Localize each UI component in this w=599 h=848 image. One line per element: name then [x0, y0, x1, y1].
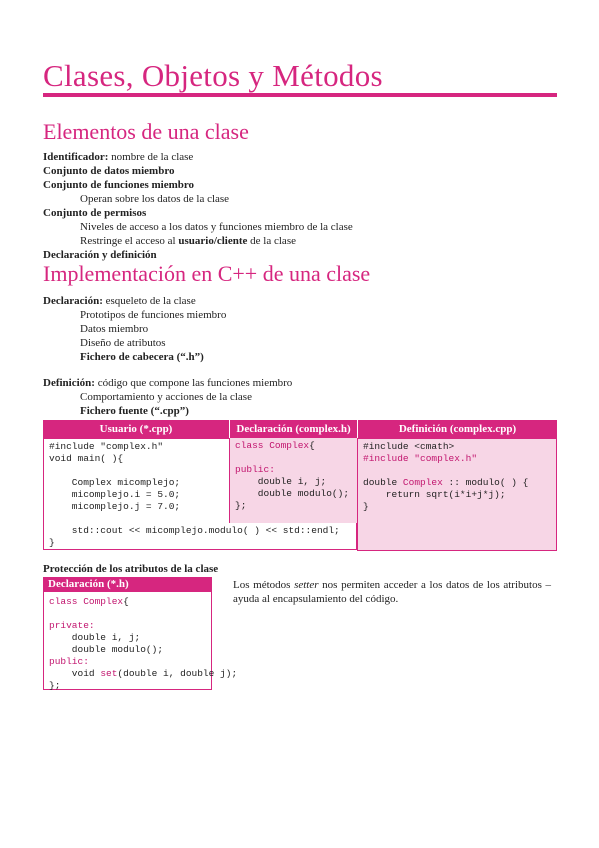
- code-line: [235, 452, 352, 464]
- code-void: void: [49, 668, 101, 679]
- label-funciones: Conjunto de funciones miembro: [43, 179, 195, 191]
- para-setter: setter: [294, 579, 319, 591]
- code-line: [363, 477, 551, 489]
- line-decl-sub2: Datos miembro: [80, 323, 149, 335]
- code-line: [49, 608, 206, 620]
- declaracion-box-header: Declaración (*.h): [43, 577, 212, 592]
- setter-paragraph: [233, 578, 551, 606]
- line-definicion: [43, 376, 292, 390]
- line-def-sub2: [43, 404, 292, 418]
- code-line: double i, j;: [49, 632, 141, 643]
- code-brace: {: [309, 440, 315, 451]
- page-title: Clases, Objetos y Métodos: [43, 58, 383, 93]
- code-line: double i, j;: [235, 476, 327, 487]
- code-line: double modulo();: [49, 644, 164, 655]
- keyword-public: public:: [49, 656, 89, 667]
- declaracion-box-code: [43, 592, 238, 691]
- para-post: nos permiten acceder a los datos de los atributos – ayuda al encapsulamiento del código.: [233, 579, 551, 605]
- code-line: };: [49, 680, 61, 691]
- label-declaracion: Declaración:: [43, 295, 103, 307]
- code-modulo: :: modulo( ) {: [442, 477, 529, 488]
- code-line: [363, 465, 551, 477]
- line-declaracion: [43, 294, 226, 308]
- line-funciones-sub: Operan sobre los datos de la clase: [80, 193, 230, 205]
- code-params: (double i, double j);: [117, 668, 238, 679]
- text-identificador: nombre de la clase: [108, 151, 194, 163]
- label-definicion: Definición:: [43, 377, 95, 389]
- code-line: micomplejo.i = 5.0;: [49, 489, 181, 500]
- code-line: #include "complex.h": [49, 441, 164, 452]
- table-header-usuario: Usuario (*.cpp): [43, 420, 229, 438]
- line-identificador: [43, 150, 353, 164]
- section-definicion-body: [43, 376, 292, 418]
- code-declaracion: [229, 438, 357, 523]
- text-permisos-bold: usuario/cliente: [178, 235, 248, 247]
- code-line: [235, 440, 352, 452]
- label-permisos: Conjunto de permisos: [43, 207, 147, 219]
- keyword-public: public:: [235, 464, 275, 475]
- keyword-set: set: [100, 668, 118, 679]
- code-line: }: [363, 501, 369, 512]
- table-header-declaracion: Declaración (complex.h): [229, 420, 357, 438]
- line-permisos-sub2: [43, 234, 353, 248]
- text-fichero-fuente: Fichero fuente (“.cpp”): [80, 405, 189, 417]
- keyword-complex: Complex: [402, 477, 443, 488]
- subheading-proteccion: Protección de los atributos de la clase: [43, 563, 219, 575]
- text-permisos-pre: Restringe el acceso al: [80, 235, 179, 247]
- section-elementos-body: [43, 150, 353, 262]
- code-line: Complex micomplejo;: [49, 477, 181, 488]
- section-implementacion-body: [43, 294, 226, 364]
- line-funciones: [43, 178, 353, 192]
- line-decl-sub4: [43, 350, 226, 364]
- code-brace: {: [123, 596, 129, 607]
- code-double: double: [363, 477, 403, 488]
- code-line: void main( ){: [49, 453, 124, 464]
- line-decl-sub1: Prototipos de funciones miembro: [80, 309, 227, 321]
- code-line-include: #include "complex.h": [363, 453, 478, 464]
- line-decl-def: [43, 248, 353, 262]
- label-identificador: Identificador:: [43, 151, 109, 163]
- text-permisos-post: de la clase: [247, 235, 296, 247]
- line-permisos: [43, 206, 353, 220]
- line-decl-sub3: Diseño de atributos: [80, 337, 166, 349]
- code-line: };: [235, 500, 247, 511]
- label-datos: Conjunto de datos miembro: [43, 165, 175, 177]
- section-heading-implementacion: Implementación en C++ de una clase: [43, 261, 371, 286]
- code-line: #include <cmath>: [363, 441, 455, 452]
- code-line: [49, 668, 238, 680]
- text-declaracion: esqueleto de la clase: [102, 295, 196, 307]
- code-line: micomplejo.j = 7.0;: [49, 501, 181, 512]
- para-pre: Los métodos: [233, 579, 295, 591]
- line-def-sub1: Comportamiento y acciones de la clase: [80, 391, 252, 403]
- line-datos: [43, 164, 353, 178]
- table-header-definicion: Definición (complex.cpp): [357, 420, 557, 438]
- code-line: double modulo();: [235, 488, 350, 499]
- code-table: [43, 420, 557, 551]
- keyword-class: class Complex: [49, 596, 124, 607]
- declaracion-box: [43, 577, 238, 691]
- section-heading-elementos: Elementos de una clase: [43, 119, 249, 144]
- code-line: [49, 596, 206, 608]
- line-permisos-sub1: Niveles de acceso a los datos y funciones miembro de la clase: [80, 221, 353, 233]
- title-rule: [43, 93, 557, 97]
- code-line: }: [49, 537, 55, 548]
- keyword-class: class Complex: [235, 440, 310, 451]
- label-decl-def: Declaración y definición: [43, 249, 157, 261]
- code-definicion: [357, 438, 557, 551]
- text-definicion: código que compone las funciones miembro: [94, 377, 293, 389]
- code-line: return sqrt(i*i+j*j);: [363, 489, 506, 500]
- code-line: std::cout << micomplejo.modulo( ) << std::endl;: [49, 525, 340, 536]
- keyword-private: private:: [49, 620, 95, 631]
- text-fichero-cabecera: Fichero de cabecera (“.h”): [80, 351, 204, 363]
